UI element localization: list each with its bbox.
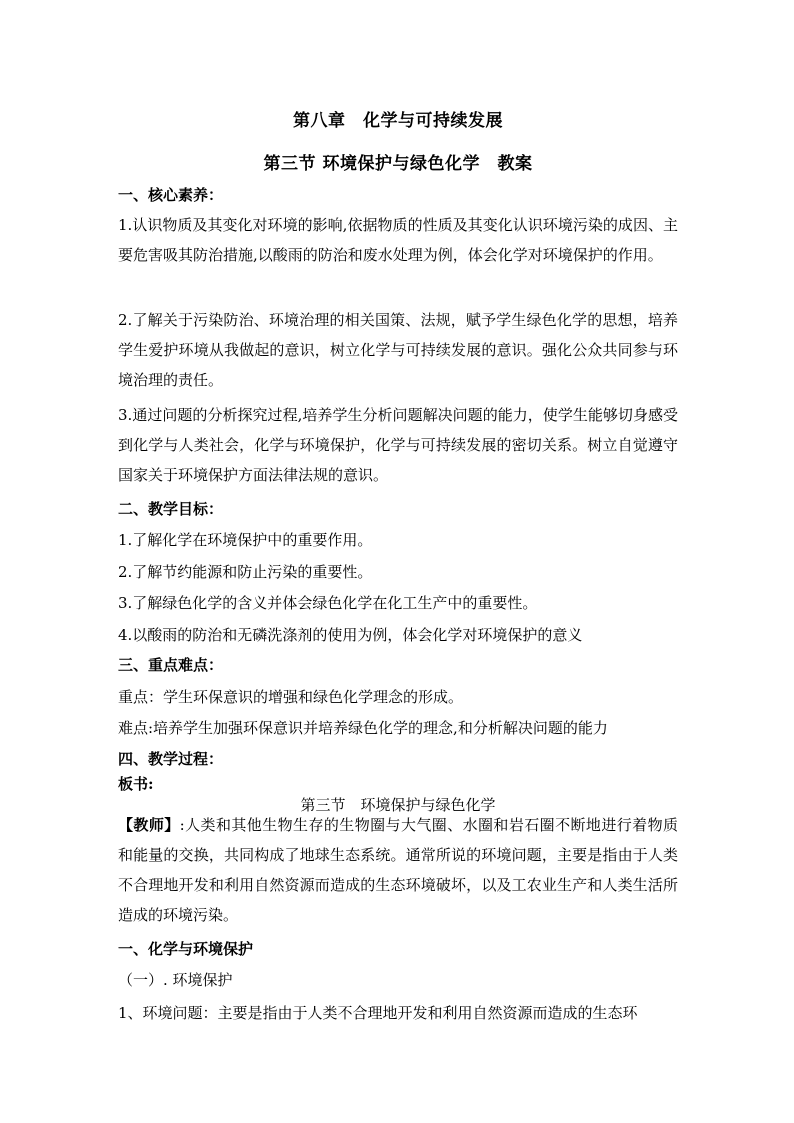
teaching-goal-item-2: 2.了解节约能源和防止污染的重要性。: [118, 563, 373, 581]
key-points-heading: 三、重点难点：: [118, 656, 224, 674]
key-point-text: 重点：学生环保意识的增强和绿色化学理念的形成。: [118, 688, 464, 706]
core-literacy-item-3: 3.通过问题的分析探究过程,培养学生分析问题解决问题的能力，使学生能够切身感受到化学与人类社会，化学与环境保护，化学与可持续发展的密切关系。树立自觉遵守国家关于环境保护方面法律法规的意识。: [118, 406, 678, 484]
section-title: 第三节 环境保护与绿色化学 教案: [263, 154, 533, 174]
environment-protection-subheading: （一）. 环境保护: [118, 971, 233, 989]
core-literacy-item-1: 1.认识物质及其变化对环境的影响,依据物质的性质及其变化认识环境污染的成因、主要危害吸其防治措施,以酸雨的防治和废水处理为例，体会化学对环境保护的作用。: [118, 216, 678, 264]
difficulty-text: 难点:培养学生加强环保意识并培养绿色化学的理念,和分析解决问题的能力: [118, 719, 608, 737]
teaching-goal-item-1: 1.了解化学在环境保护中的重要作用。: [118, 531, 373, 549]
board-label: 板书:: [118, 775, 154, 793]
board-title: 第三节 环境保护与绿色化学: [300, 796, 496, 814]
teaching-goal-item-4: 4.以酸雨的防治和无磷洗涤剂的使用为例，体会化学对环境保护的意义: [118, 626, 583, 644]
core-literacy-item-2: 2.了解关于污染防治、环境治理的相关国策、法规，赋予学生绿色化学的思想，培养学生爱护环境从我做起的意识，树立化学与可持续发展的意识。强化公众共同参与环境治理的责任。: [118, 311, 678, 389]
teaching-goal-item-3: 3.了解绿色化学的含义并体会绿色化学在化工生产中的重要性。: [118, 594, 538, 612]
teacher-tag: 【教师】: [118, 816, 180, 834]
teaching-goals-heading: 二、教学目标：: [118, 500, 224, 518]
core-literacy-heading: 一、核心素养：: [118, 186, 224, 204]
chapter-title: 第八章 化学与可持续发展: [293, 111, 503, 131]
process-heading: 四、教学过程：: [118, 750, 224, 768]
teacher-text: :人类和其他生物生存的生物圈与大气圈、水圈和岩石圈不断地进行着物质和能量的交换，共同构成了地球生态系统。通常所说的环境问题，主要是指由于人类不合理地开发和利用自然资源而造成的生态环境破坏，以及工农业生产和人类生活所造成的环境污染。: [118, 816, 678, 924]
environment-problem-line: 1、环境问题：主要是指由于人类不合理地开发和利用自然资源而造成的生态环: [118, 1004, 638, 1022]
environment-protection-heading: 一、化学与环境保护: [118, 940, 254, 958]
teacher-paragraph: [118, 810, 678, 930]
